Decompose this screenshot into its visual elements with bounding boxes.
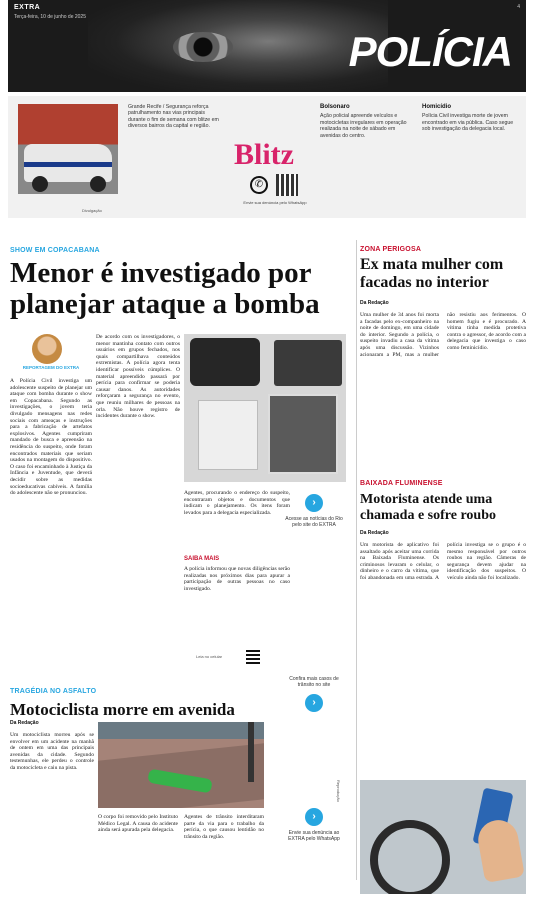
bottom-headline: Motociclista morre em avenida [10, 700, 235, 719]
blitz-logo: Blitz [234, 138, 294, 171]
main-col-2: De acordo com os investigadores, o menor mantinha contato com outros usuários em grupos fechados, nos quais compartilhava conteúdos extremistas. A polícia agora tenta identificar possíveis cúmplices. O material apreendido passará por perícia para confirmar se poderia causar danos. As autoridades reforçaram a segurança no evento, que reuniu milhares de pessoas na orla. Não houve registro de incidentes durante o show. [96, 334, 180, 420]
qr-text: Leia no celular [196, 654, 223, 659]
whatsapp-icon: ✆ [250, 176, 268, 194]
header-photo [88, 0, 388, 92]
blitz-col-3 [422, 104, 520, 133]
side1-byline: Da Redação [360, 300, 389, 306]
main-kicker: SHOW EM COPACABANA [10, 247, 100, 254]
newspaper-logo: EXTRA [14, 4, 41, 11]
whatsapp-link-text: Envie sua denúncia ao EXTRA pelo WhatsApp [288, 830, 340, 842]
blitz-bar [8, 96, 526, 218]
read-more-link[interactable] [284, 494, 344, 528]
read-more-text: Acesse as notícias do Rio pelo site do EXTRA [285, 516, 343, 528]
bottom-byline: Da Redação [10, 720, 39, 726]
bottom-col-1: Um motociclista morreu após se envolver em um acidente na manhã de ontem em uma das principais avenidas da cidade. Segundo testemunhas, ele perdeu o controle da motocicleta e caiu na pista. [10, 732, 94, 771]
arrow-icon: › [305, 494, 323, 512]
saiba-mais-kicker: SAIBA MAIS [184, 556, 220, 562]
photo-credit: Divulgação [82, 208, 102, 213]
side1-kicker: ZONA PERIGOSA [360, 246, 422, 253]
side2-kicker: BAIXADA FLUMINENSE [360, 480, 443, 487]
section-title: POLÍCIA [348, 28, 512, 75]
evidence-photo [184, 334, 346, 482]
bottom-col-2: O corpo foi removido pelo Instituto Médico Legal. A causa do acidente ainda será apurada pela delegacia. [98, 814, 178, 834]
side2-headline: Motorista atende uma chamada e sofre roubo [360, 492, 496, 523]
read-more-text: Confira mais casos de trânsito no site [289, 676, 339, 688]
eye-image [173, 32, 233, 62]
driver-phone-photo [360, 780, 526, 894]
main-headline: Menor é investigado por planejar ataque a bomba [10, 257, 320, 320]
blitz-col-2-head: Bolsonaro [320, 104, 350, 110]
main-col-3: Agentes, procurando o endereço do suspeito, encontraram objetos e documentos que indicam o planejamento. Os itens foram levados para a delegacia especializada. [184, 490, 290, 516]
blitz-col-3-head: Homicídio [422, 104, 452, 110]
side2-text: Um motorista de aplicativo foi assaltado após aceitar uma corrida na Baixada Fluminense. Os criminosos levaram o celular, o dinheiro e o carro da vítima, que foi abandonada em uma estrada. A polícia investiga se o grupo é o mesmo responsável por outros roubos na região. Câmeras de segurança devem ajudar na identificação dos suspeitos. O veículo ainda não foi localizado. [360, 542, 526, 581]
main-col-1: A Polícia Civil investiga um adolescente suspeito de planejar um ataque com bomba durante o show em Copacabana. Segundo as investigações, o jovem teria divulgado mensagens nas redes sociais com ameaças e instruções para a fabricação de artefatos explosivos. Agentes cumpriram mandado de busca e apreensão na residência do suspeito, onde foram encontrados materiais que seriam usados na montagem do dispositivo. O caso foi encaminhado à Justiça da Infância e Juventude, que deverá decidir sobre as medidas socioeducativas cabíveis. A família do adolescente não se pronunciou. [10, 378, 92, 497]
arrow-icon: › [305, 808, 323, 826]
qr-code-icon [246, 650, 260, 664]
main-col-3b: A polícia informou que novas diligências serão realizadas nos próximos dias para apurar a participação de outras pessoas no caso investigado. [184, 566, 290, 592]
side2-byline: Da Redação [360, 530, 389, 536]
author-name: REPORTAGEM DO EXTRA [22, 365, 80, 370]
section-header [8, 0, 526, 92]
side1-text: Uma mulher de 34 anos foi morta a facadas pelo ex-companheiro na noite de domingo, em uma cidade do interior. Segundo a polícia, o suspeito invadiu a casa da vítima após uma discussão. Vizinhos acionaram a PM, mas a mulher não resistiu aos ferimentos. O homem fugiu e é procurado. A vítima tinha medida protetiva contra o agressor, de acordo com a delegacia que investiga o caso como feminicídio. [360, 312, 526, 358]
blitz-col-1-text: Grande Recife / Segurança reforça patrulhamento nas vias principais durante o fim de semana com blitze em diversos bairros da capital e região. [128, 104, 219, 130]
read-more-link[interactable] [284, 676, 344, 716]
issue-date: Terça-feira, 10 de junho de 2025 [14, 14, 86, 20]
arrow-icon: › [305, 694, 323, 712]
accident-photo [98, 722, 264, 808]
bottom-kicker: TRAGÉDIA NO ASFALTO [10, 688, 97, 695]
blitz-col-2-text: Ação policial apreende veículos e motocicletas irregulares em operação realizada na noite de sábado em avenidas do centro. [320, 113, 407, 139]
side1-headline: Ex mata mulher com facadas no interior [360, 256, 504, 291]
qr-code-icon [276, 174, 298, 196]
whatsapp-text: Envie sua denúncia pelo WhatsApp [243, 200, 307, 205]
police-car-photo [18, 104, 118, 194]
whatsapp-link[interactable] [284, 808, 344, 842]
blitz-col-3-text: Polícia Civil investiga morte de jovem encontrado em via pública. Caso segue sob investigação da delegacia local. [422, 113, 514, 133]
page-number: 4 [517, 4, 520, 10]
column-divider [356, 240, 357, 880]
photo-credit: Reprodução [336, 780, 341, 802]
author-avatar [32, 334, 62, 364]
blitz-col-2 [320, 104, 414, 139]
blitz-col-1 [128, 104, 220, 130]
bottom-col-3: Agentes de trânsito interditaram parte da via para o trabalho da perícia, o que causou lentidão no trânsito da região. [184, 814, 264, 840]
